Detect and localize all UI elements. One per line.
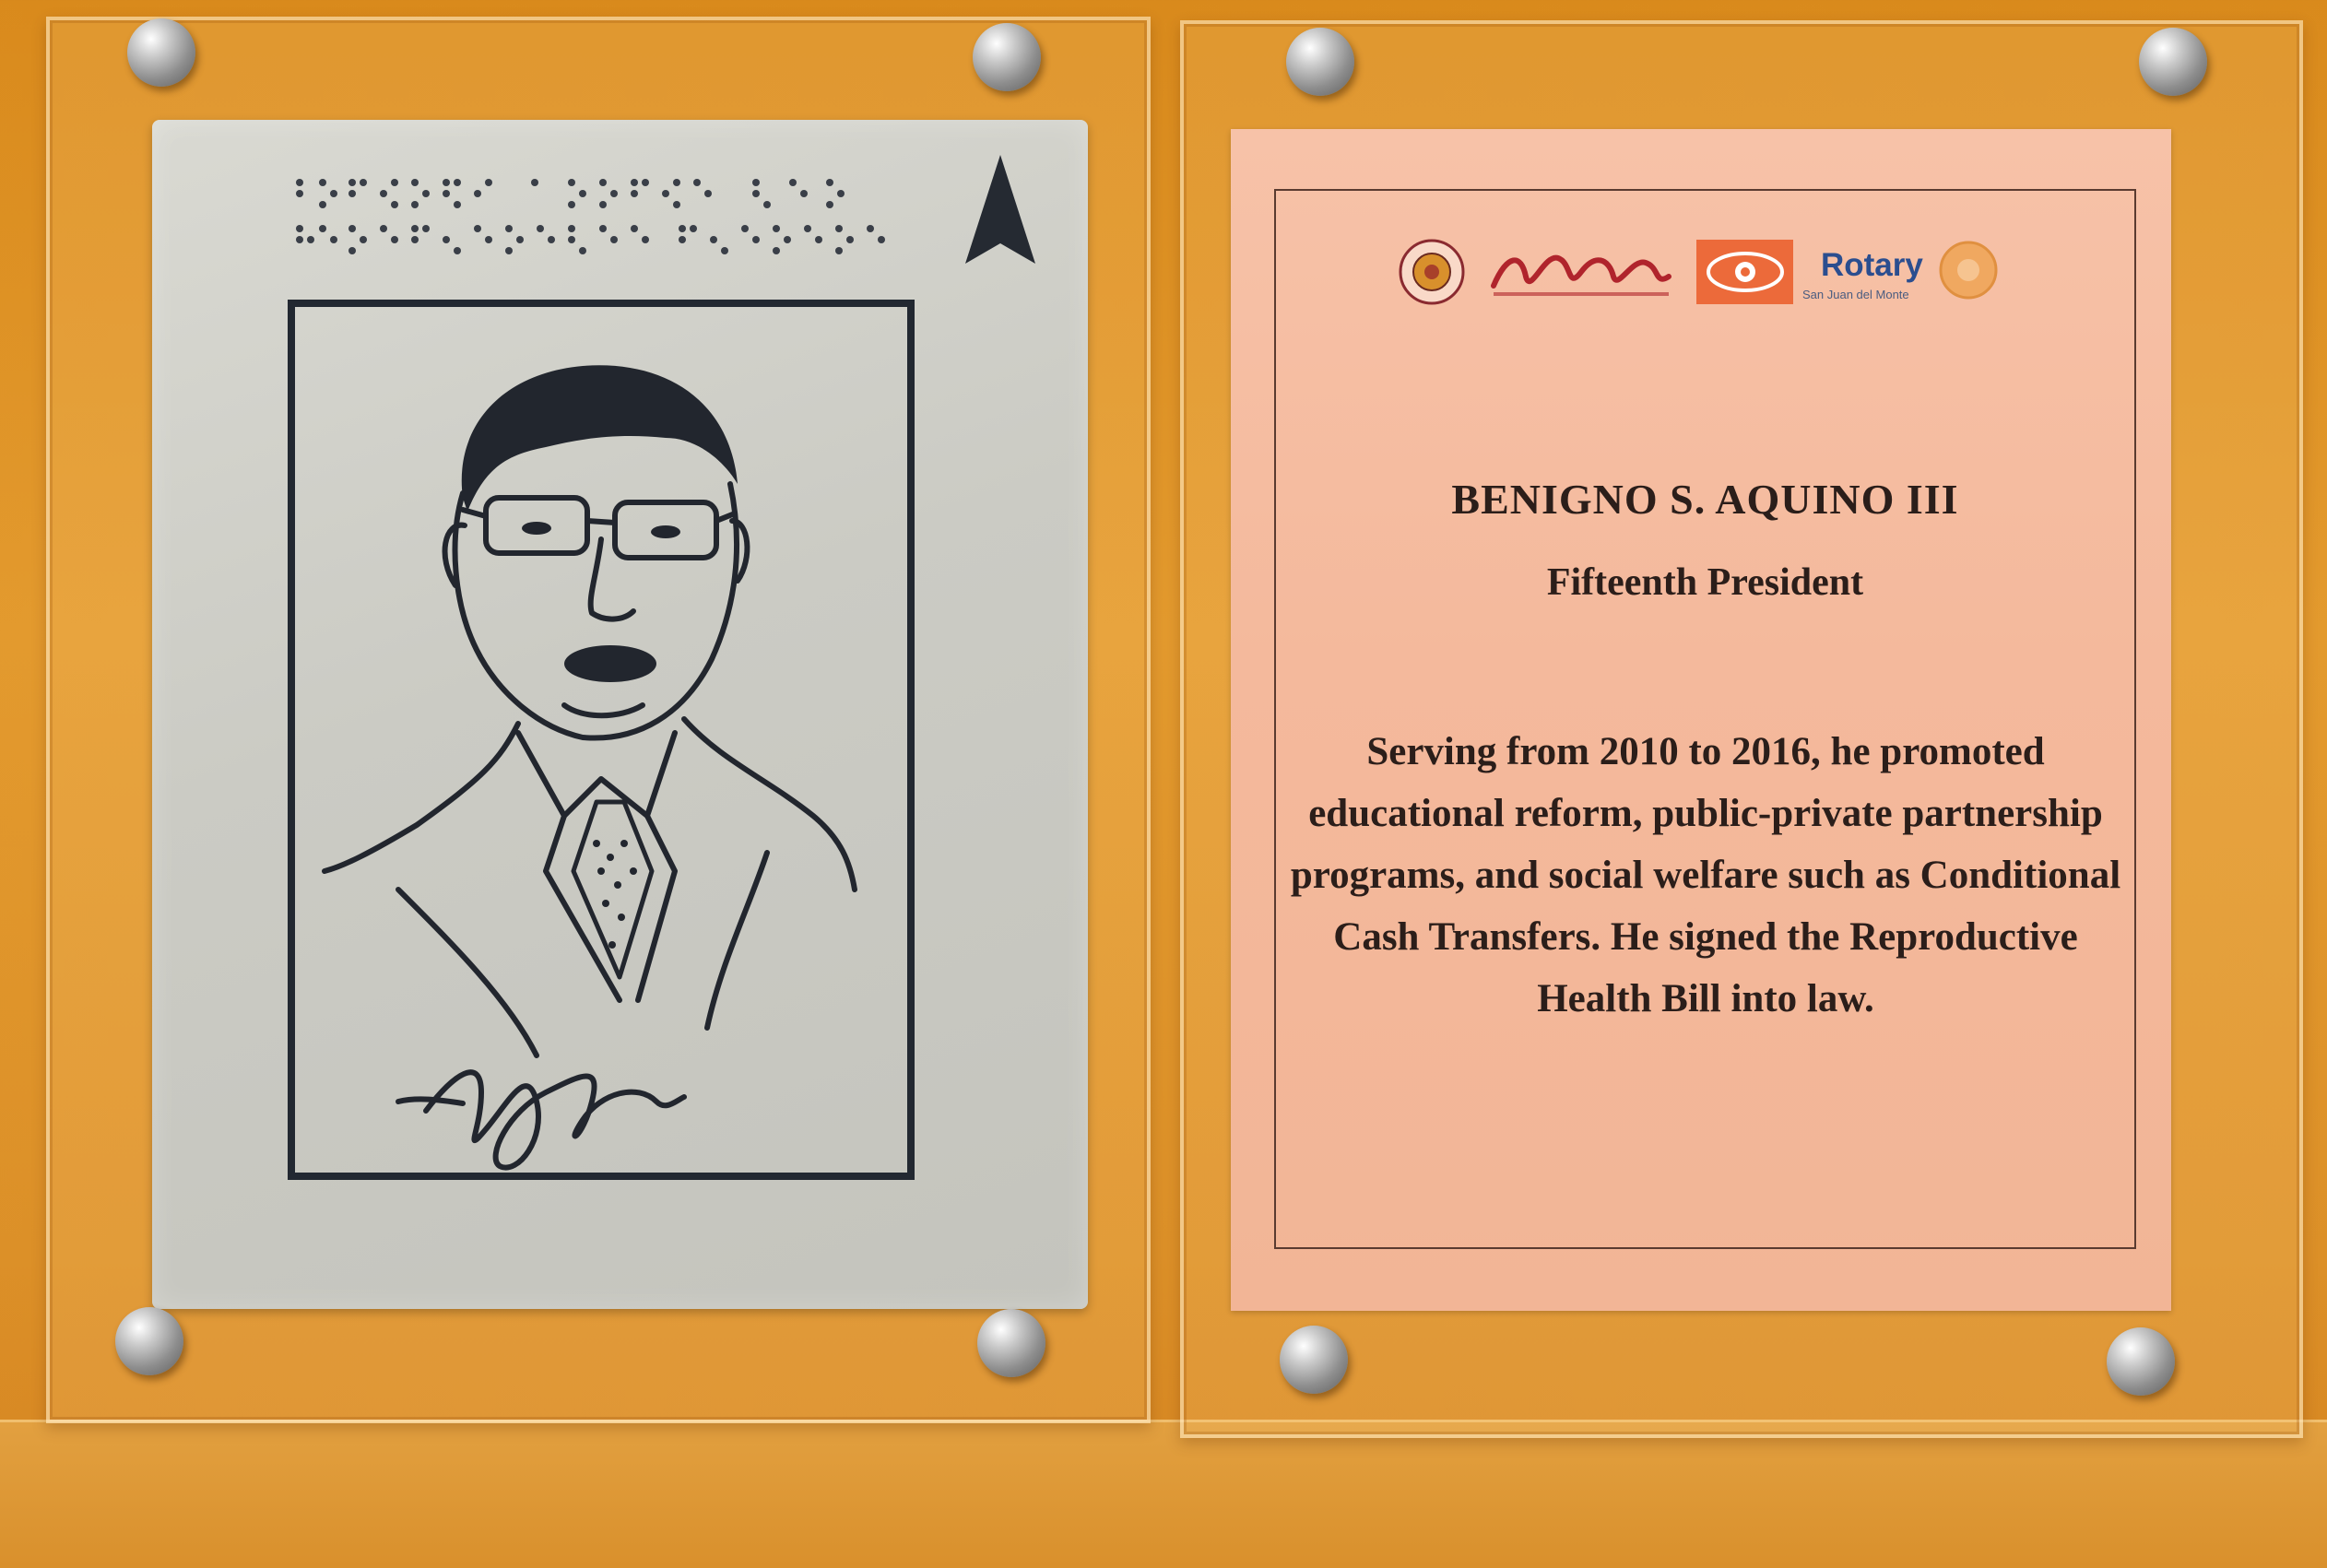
mounting-pin: [1280, 1326, 1348, 1394]
mounting-pin: [977, 1309, 1045, 1377]
mounting-pin: [2139, 28, 2207, 96]
braille-line-2: [295, 221, 885, 258]
braille-line-1: [295, 175, 885, 212]
rotary-label: Rotary: [1821, 247, 1923, 283]
eye-logo: [1696, 240, 1793, 304]
seal-logo: [1400, 241, 1463, 303]
mounting-pin: [1286, 28, 1354, 96]
braille-dots-2: [295, 221, 885, 258]
wooden-base: [0, 1420, 2327, 1568]
president-description: Serving from 2010 to 2016, he promoted educational reform, public-private partnership programs, and social welfare such as Conditional Cash Transfers. He signed the Reproductive Health Bill into law.: [1290, 730, 2121, 1020]
rotary-sublabel: San Juan del Monte: [1802, 288, 1909, 301]
president-name: BENIGNO S. AQUINO III: [1451, 476, 1959, 523]
mounting-pin: [973, 23, 1041, 91]
president-title: Fifteenth President: [1546, 561, 1864, 604]
portrait-line-drawing: [288, 300, 915, 1180]
mounting-pin: [115, 1307, 183, 1375]
mounting-pin: [2107, 1327, 2175, 1396]
arrow-up-icon: [963, 155, 1037, 267]
mounting-pin: [127, 18, 195, 87]
info-paper-border: [1274, 189, 2136, 1249]
wordmark-logo: [1494, 258, 1669, 296]
braille-dots-1: [295, 175, 885, 212]
rotary-logo: [1941, 242, 1996, 298]
